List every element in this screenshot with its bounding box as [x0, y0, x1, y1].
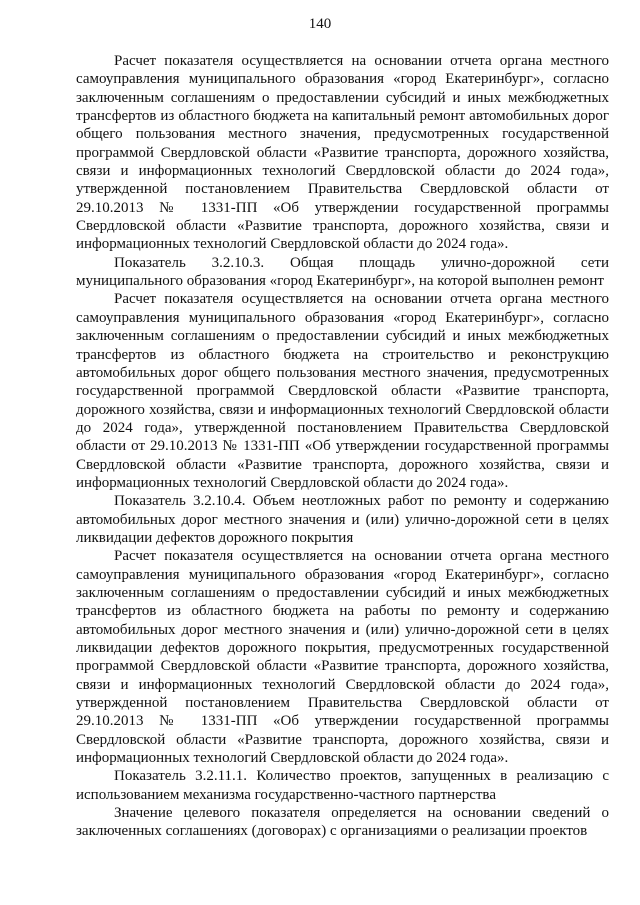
paragraph-indicator-3-2-11-1: Показатель 3.2.11.1. Количество проектов, запущенных в реализацию с использованием механизма государственно-частного партнерства: [76, 768, 609, 803]
paragraph-calculation-urgent-works: Расчет показателя осуществляется на основании отчета органа местного самоуправления муниципального образования «город Екатеринбург», согласно заключенным соглашениям о предоставлении субсидий и иных межбюджетных трансфертов из областного бюджета на работы по ремонту и содержанию автомобильных дорог местного значения и (или) улично-дорожной сети в целях ликвидации дефектов дорожного покрытия, предусмотренных государственной программой Свердловской области «Развитие транспорта, дорожного хозяйства, связи и информационных технологий Свердловской области до 2024 года», утвержденной постановлением Правительства Свердловской области от 29.10.2013 № 1331-ПП «Об утверждении государственной программы Свердловской области «Развитие транспорта, дорожного хозяйства, связи и информационных технологий Свердловской области до 2024 года».: [76, 548, 609, 767]
paragraph-calculation-construction: Расчет показателя осуществляется на основании отчета органа местного самоуправления муниципального образования «город Екатеринбург», согласно заключенным соглашениям о предоставлении субсидий и иных межбюджетных трансфертов из областного бюджета на строительство и реконструкцию автомобильных дорог общего пользования местного значения, предусмотренных государственной программой Свердловской области «Развитие транспорта, дорожного хозяйства, связи и информационных технологий Свердловской области до 2024 года», утвержденной постановлением Правительства Свердловской области от 29.10.2013 № 1331-ПП «Об утверждении государственной программы Свердловской области «Развитие транспорта, дорожного хозяйства, связи и информационных технологий Свердловской области до 2024 года».: [76, 291, 609, 491]
paragraph-calculation-capital-repair: Расчет показателя осуществляется на основании отчета органа местного самоуправления муниципального образования «город Екатеринбург», согласно заключенным соглашениям о предоставлении субсидий и иных межбюджетных трансфертов из областного бюджета на капитальный ремонт автомобильных дорог общего пользования местного значения, предусмотренных государственной программой Свердловской области «Развитие транспорта, дорожного хозяйства, связи и информационных технологий Свердловской области до 2024 года», утвержденной постановлением Правительства Свердловской области от 29.10.2013 № 1331-ПП «Об утверждении государственной программы Свердловской области «Развитие транспорта, дорожного хозяйства, связи и информационных технологий Свердловской области до 2024 года».: [76, 53, 609, 253]
paragraph-indicator-3-2-10-3: Показатель 3.2.10.3. Общая площадь улично-дорожной сети муниципального образования «город Екатеринбург», на которой выполнен ремонт: [76, 254, 609, 290]
document-body: [76, 52, 609, 841]
paragraph-target-value: Значение целевого показателя определяется на основании сведений о заключенных соглашениях (договорах) с организациями о реализации проектов: [76, 805, 609, 840]
paragraph-indicator-3-2-10-4: Показатель 3.2.10.4. Объем неотложных работ по ремонту и содержанию автомобильных дорог местного значения и (или) улично-дорожной сети в целях ликвидации дефектов дорожного покрытия: [76, 493, 609, 546]
page-number: 140: [308, 16, 332, 32]
